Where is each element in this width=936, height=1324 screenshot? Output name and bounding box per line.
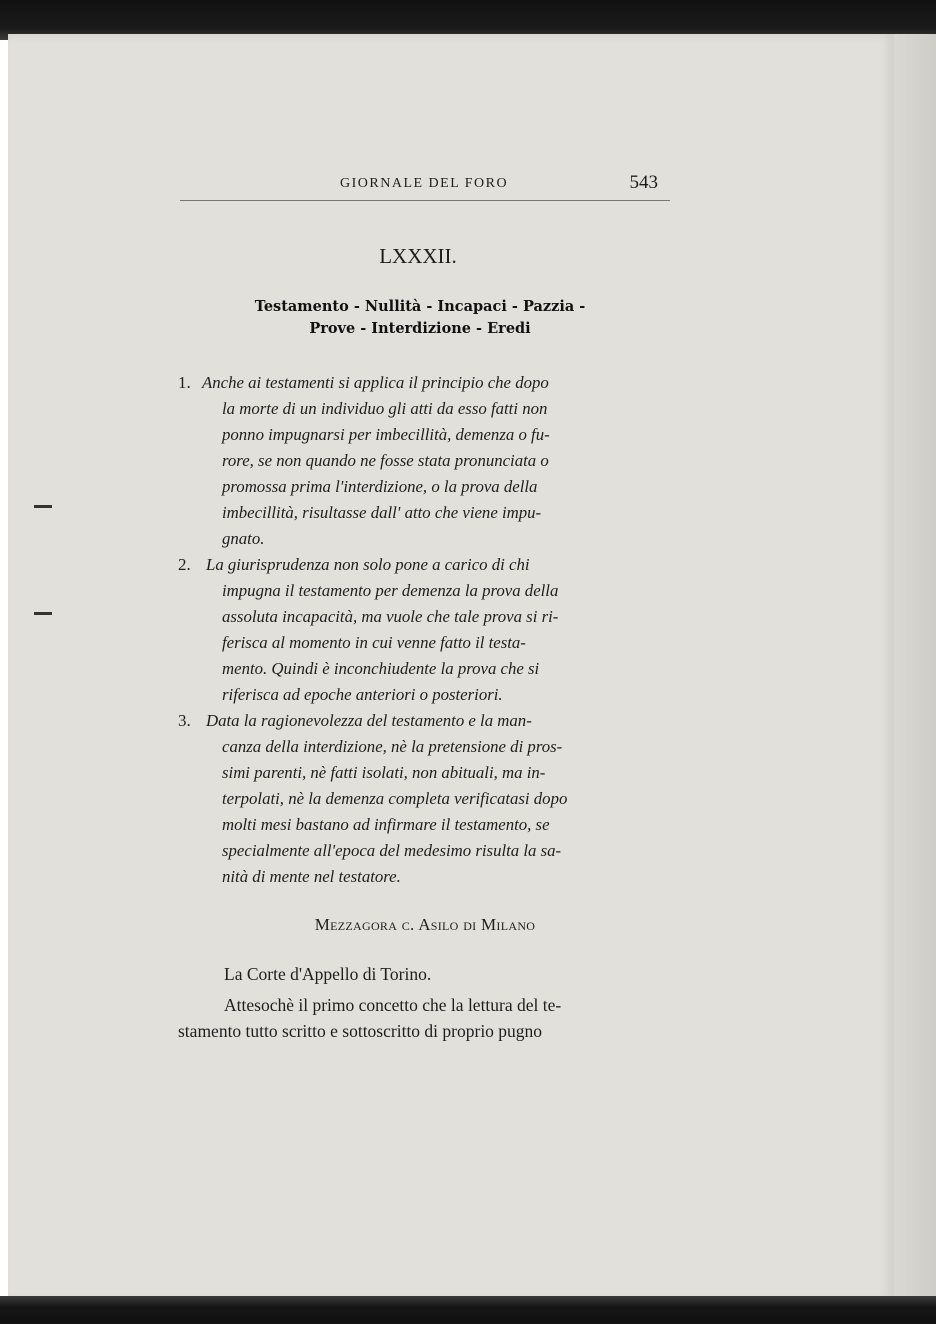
holding-line: terpolati, nè la demenza completa verificatasi dopo <box>222 789 568 808</box>
running-head <box>180 172 670 202</box>
holding-line: gnato. <box>222 529 265 548</box>
holding-number: 2. <box>178 555 191 574</box>
header-rule <box>180 200 670 201</box>
subject-line: Testamento - Nullità - Incapaci - Pazzia - <box>254 298 586 315</box>
holding-line: specialmente all'epoca del medesimo risulta la sa- <box>222 841 562 860</box>
page-number: 543 <box>629 172 658 193</box>
subject-heading <box>170 296 670 340</box>
court-name: La Corte d'Appello di Torino. <box>224 964 432 984</box>
body-line: Attesochè il primo concetto che la lettura del te- <box>224 995 562 1015</box>
page-edge <box>894 34 936 1300</box>
holding-line: Anche ai testamenti si applica il principio che dopo <box>202 373 549 392</box>
holding-line: riferisca ad epoche anteriori o posteriori. <box>222 685 503 704</box>
holding-line: assoluta incapacità, ma vuole che tale prova si ri- <box>222 607 559 626</box>
holding-line: la morte di un individuo gli atti da esso fatti non <box>222 399 548 418</box>
case-number: LXXXII. <box>379 244 457 268</box>
holding-line: Data la ragionevolezza del testamento e la man- <box>206 711 532 730</box>
holding-text <box>206 552 669 708</box>
holding-line: canza della interdizione, nè la pretensione di pros- <box>222 737 563 756</box>
holding-line: ferisca al momento in cui venne fatto il testa- <box>222 633 526 652</box>
holding-line: simi parenti, nè fatti isolati, non abituali, ma in- <box>222 763 546 782</box>
holding-line: impugna il testamento per demenza la prova della <box>222 581 559 600</box>
holding-line: nità di mente nel testatore. <box>222 867 401 886</box>
scan-bottom-border <box>0 1296 936 1324</box>
body-line: stamento tutto scritto e sottoscritto di proprio pugno <box>178 1021 543 1041</box>
holding-line: ponno impugnarsi per imbecillità, demenza o fu- <box>222 425 550 444</box>
holding-number: 3. <box>178 711 191 730</box>
subject-line: Prove - Interdizione - Eredi <box>309 320 531 337</box>
holding-line: molti mesi bastano ad infirmare il testamento, se <box>222 815 550 834</box>
margin-mark <box>34 612 52 615</box>
holding-line: imbecillità, risultasse dall' atto che viene impu- <box>222 503 542 522</box>
holding-line: La giurisprudenza non solo pone a carico di chi <box>206 555 530 574</box>
margin-mark <box>34 505 52 508</box>
holding-text <box>206 708 669 890</box>
holding-line: promossa prima l'interdizione, o la prova della <box>222 477 538 496</box>
holding-number: 1. <box>178 373 191 392</box>
decision-body <box>178 992 668 1044</box>
journal-title: GIORNALE DEL FORO <box>340 176 509 191</box>
holding-line: mento. Quindi è inconchiudente la prova che si <box>222 659 540 678</box>
case-parties: Mezzagora c. Asilo di Milano <box>314 915 536 934</box>
holding-text <box>202 370 669 552</box>
holding-line: rore, se non quando ne fosse stata pronunciata o <box>222 451 549 470</box>
